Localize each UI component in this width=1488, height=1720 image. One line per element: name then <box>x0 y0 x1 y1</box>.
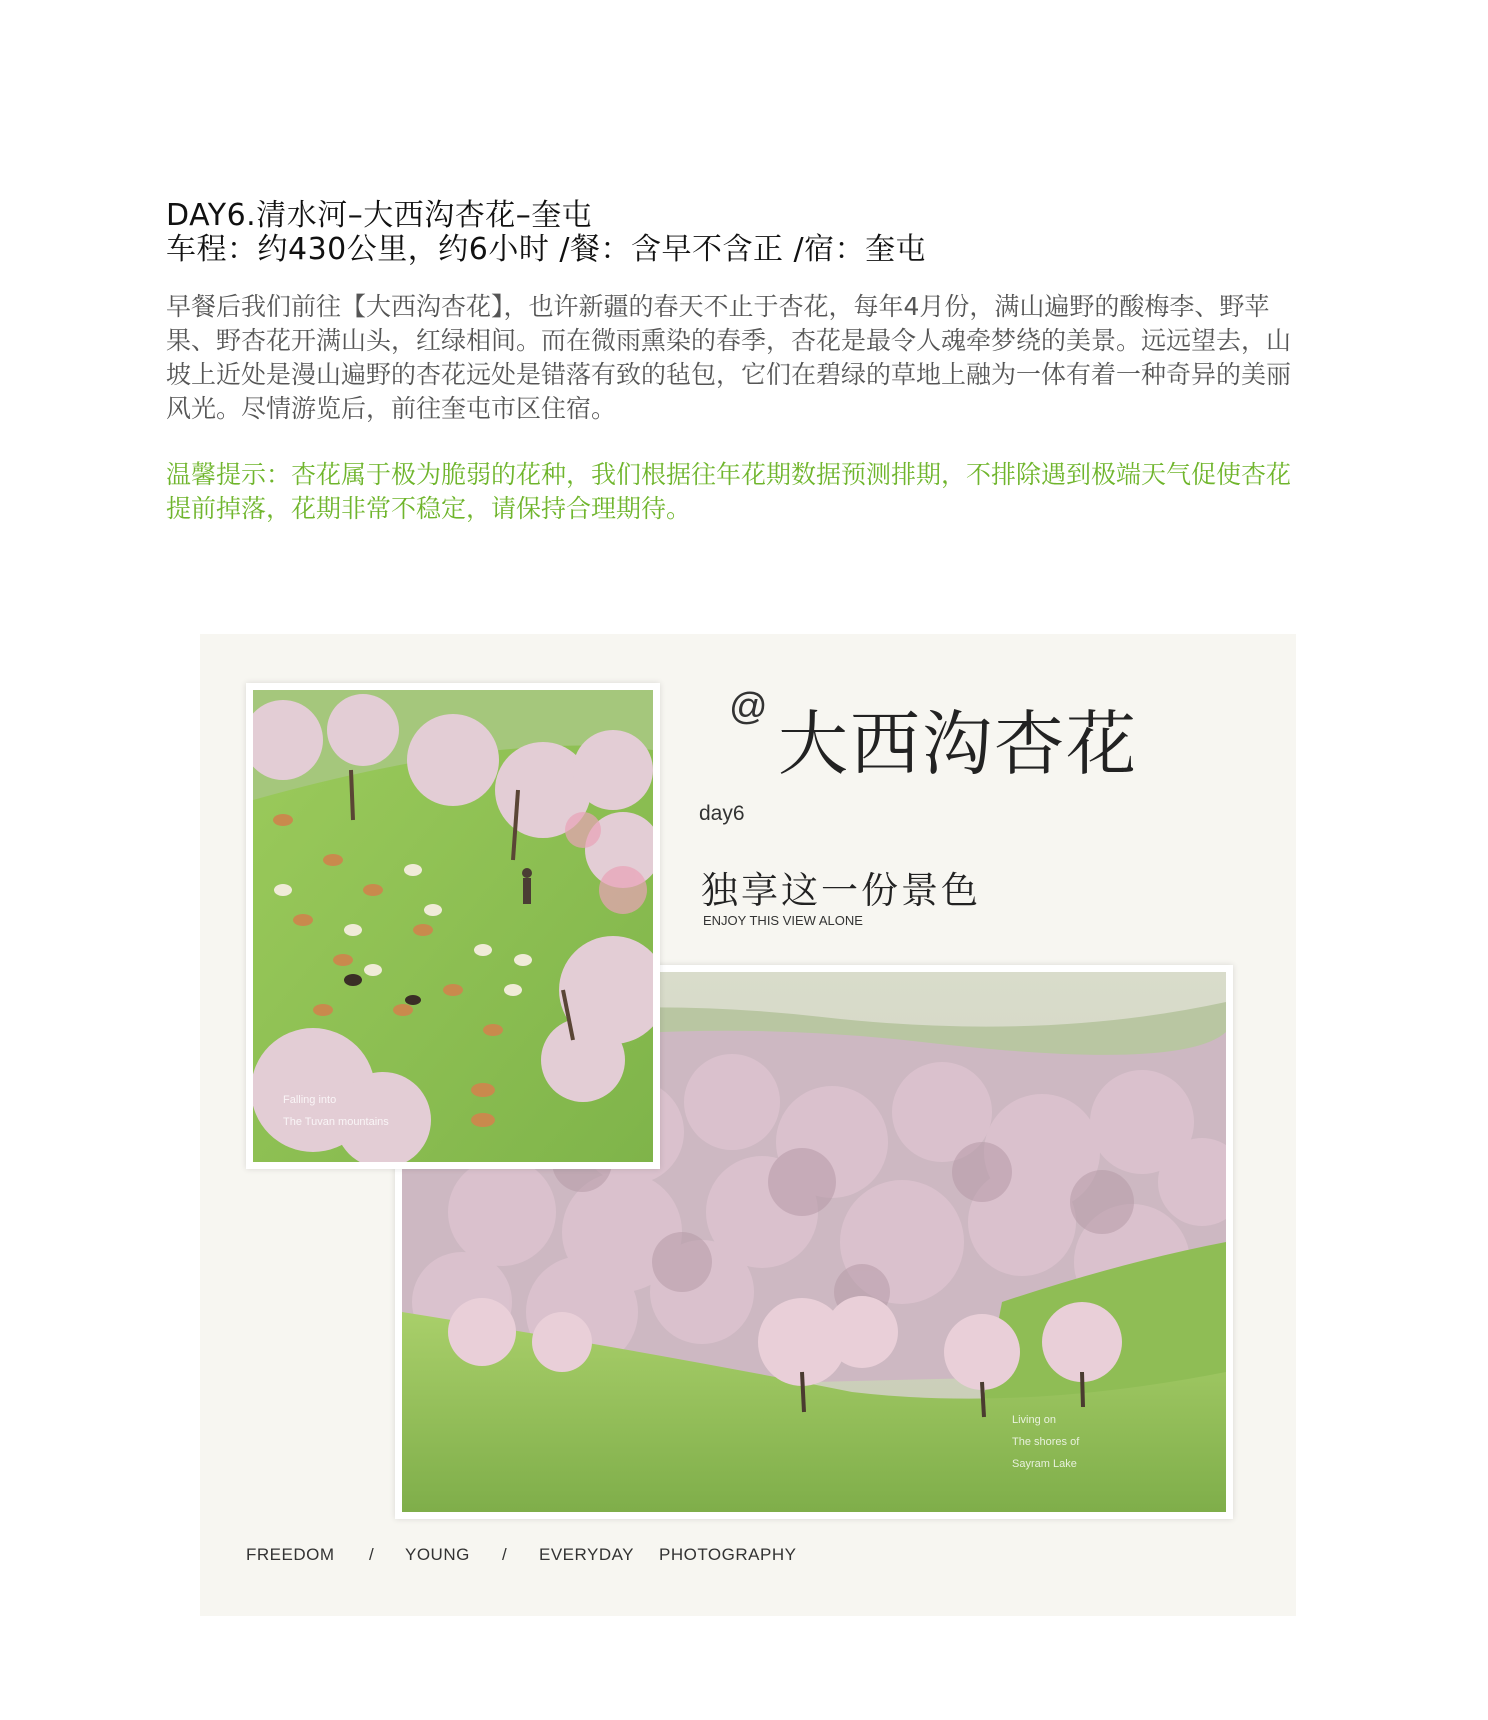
day-label: day6 <box>699 802 745 825</box>
photo2-caption: Living on The shores of Sayram Lake <box>1012 1414 1080 1470</box>
day-title: DAY6.清水河–大西沟杏花–奎屯 <box>166 198 593 233</box>
footer-freedom: FREEDOM <box>246 1545 335 1564</box>
footer-young: YOUNG <box>405 1545 470 1564</box>
footer-photography: PHOTOGRAPHY <box>659 1545 797 1564</box>
place-name: 大西沟杏花 <box>778 703 1138 785</box>
footer-separator: / <box>369 1545 375 1564</box>
at-symbol: @ <box>729 686 768 728</box>
warm-tip: 温馨提示：杏花属于极为脆弱的花种，我们根据往年花期数据预测排期，不排除遇到极端天气促使杏花提前掉落，花期非常不稳定，请保持合理期待。 <box>166 460 1292 523</box>
footer-separator: / <box>502 1545 508 1564</box>
footer-everyday: EVERYDAY <box>539 1545 635 1564</box>
sheep-hillside-photo <box>246 683 660 1169</box>
itinerary-description: 早餐后我们前往【大西沟杏花】，也许新疆的春天不止于杏花，每年4月份，满山遍野的酸梅李、野苹果、野杏花开满山头，红绿相间。而在微雨熏染的春季，杏花是最令人魂牵梦绕的美景。远远望去，山坡上近处是漫山遍野的杏花远处是错落有致的毡包，它们在碧绿的草地上融为一体有着一种奇异的美丽风光。尽情游览后，前往奎屯市区住宿。 <box>166 292 1292 423</box>
route-info: 车程：约430公里，约6小时 /餐：含早不含正 /宿：奎屯 <box>166 232 927 267</box>
slogan: 独享这一份景色 <box>701 869 981 912</box>
photo-card <box>200 634 1296 1616</box>
photo1-caption: Falling into The Tuvan mountains <box>283 1094 389 1128</box>
slogan-english: ENJOY THIS VIEW ALONE <box>703 913 863 928</box>
